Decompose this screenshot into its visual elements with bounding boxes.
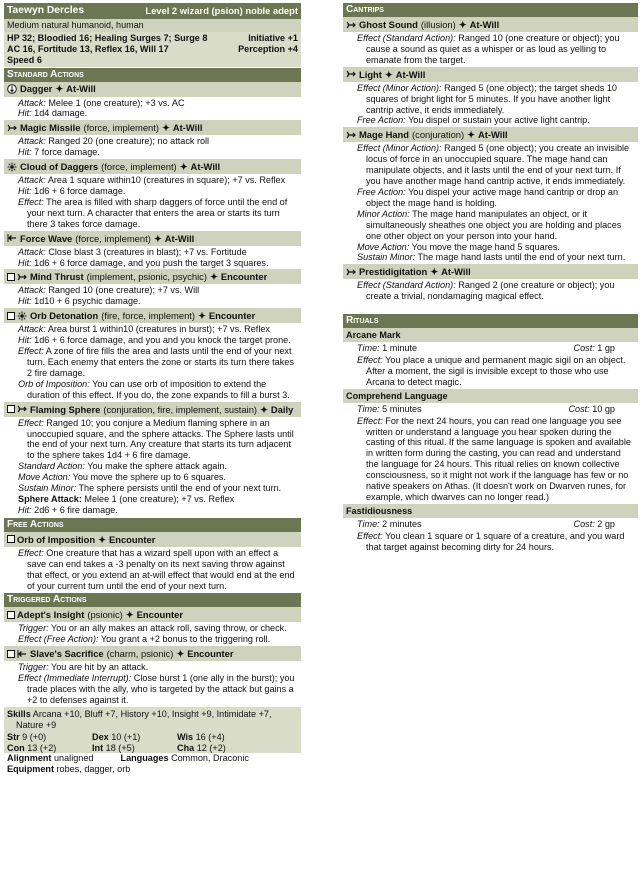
power-usage: Encounter [136, 609, 183, 621]
skills-value: Arcana +10, Bluff +7, History +10, Insight +9, Intimidate +7, Nature +9 [16, 708, 272, 730]
alignment-value: unaligned [54, 753, 94, 764]
power-line-label: Attack: [18, 175, 46, 186]
power-line [18, 258, 298, 269]
power-name: Slave's Sacrifice [30, 648, 104, 660]
core-stats [4, 32, 301, 67]
stat-block-title-bar [4, 3, 301, 19]
ability-score [92, 743, 177, 754]
ability-value: 10 (+1) [108, 731, 141, 742]
ranged-icon [346, 130, 356, 140]
power-name: Force Wave [20, 232, 73, 244]
power-usage: Encounter [208, 310, 256, 322]
power-line-text: Melee 1 (one creature); +7 vs. Reflex [81, 493, 235, 504]
right-column [343, 3, 638, 554]
ability-name: Str [7, 731, 20, 742]
power-header [4, 269, 301, 284]
ritual-cost: Cost: 2 gp [573, 518, 615, 529]
encounter-box-icon [7, 312, 15, 320]
power-keywords: (psionic) [87, 609, 123, 621]
power-body [343, 82, 638, 128]
power-header [4, 646, 301, 661]
ranged-icon [17, 272, 27, 282]
close-icon [7, 233, 17, 243]
hp-line: HP 32; Bloodied 16; Healing Surges 7; Surge 8 [7, 32, 208, 43]
encounter-box-icon [7, 273, 15, 281]
power-line-text: The sphere persists until the end of your next turn. [76, 483, 282, 494]
alignment-languages-line [4, 753, 301, 764]
ranged-icon [7, 123, 17, 133]
power-line [18, 483, 298, 494]
alignment-label: Alignment [7, 753, 52, 764]
power-ghost-sound [343, 17, 638, 67]
power-usage: At-Will [441, 266, 471, 278]
power-name: Dagger [20, 83, 53, 95]
power-line [18, 98, 298, 109]
character-level: Level 2 wizard (psion) noble adept [145, 5, 298, 17]
power-line-text: You or an ally makes an attack roll, saving throw, or check. [48, 623, 287, 634]
power-line-label: Effect: [18, 547, 44, 558]
power-line [18, 186, 298, 197]
power-line-text: You can use orb of imposition to extend the duration of this effect. If you do, the zone expands to fill a burst 3. [27, 378, 290, 400]
ability-value: 18 (+5) [103, 742, 135, 753]
power-line [18, 108, 298, 119]
power-keywords: (conjuration) [412, 129, 465, 141]
power-line [357, 242, 635, 253]
power-header [4, 159, 301, 174]
power-line-label: Effect (Standard Action): [357, 33, 456, 43]
power-usage: At-Will [477, 129, 508, 141]
power-line-text: You are hit by an attack. [48, 662, 149, 673]
power-name: Orb Detonation [30, 310, 99, 322]
ritual-cost: Cost: 1 gp [573, 343, 615, 354]
power-usage: Daily [270, 403, 294, 415]
power-body [4, 135, 301, 159]
power-line [18, 505, 298, 516]
power-line [18, 379, 298, 401]
power-line [18, 346, 298, 379]
power-keywords: (force, implement) [75, 232, 151, 244]
power-line-text: You dispel or sustain your active light cantrip. [405, 115, 590, 126]
power-line-label: Hit: [18, 257, 32, 268]
usage-diamond-icon: ✦ [179, 161, 188, 172]
usage-diamond-icon: ✦ [384, 68, 393, 80]
usage-diamond-icon: ✦ [210, 271, 218, 283]
encounter-box-icon [7, 535, 15, 543]
ritual-time-cost [343, 518, 638, 530]
power-body [4, 661, 301, 707]
power-body [343, 142, 638, 264]
ritual-name: Comprehend Language [343, 389, 638, 403]
power-line-label: Minor Action: [357, 208, 410, 219]
power-line-text: The area is filled with sharp daggers of force until the end of your next turn. A character that enters the area or starts its turn there 3 takes force damage. [27, 196, 288, 229]
power-line-text: You move the mage hand 5 squares. [409, 241, 560, 252]
ritual-effect: Effect: For the next 24 hours, you can read one language you see written or understand a language you hear spoken during the casting of this ritual. If the same language is spoken and available in written form during the casting, you can read and understand the language for 24 hours. This ritual relies on known collective consciousness, so it might not work if the language has few or no native speakers on Athas. (It doesn't work on Dwarven runes, for example, which dwarves can no longer read.) [357, 415, 631, 502]
power-line [18, 634, 298, 645]
power-name: Orb of Imposition [17, 533, 96, 545]
power-line-label: Effect: [18, 417, 44, 428]
skills-block [4, 707, 301, 732]
ability-value: 16 (+4) [193, 731, 225, 742]
power-line-label: Hit: [18, 504, 32, 515]
ability-value: 12 (+2) [194, 742, 226, 753]
power-line-label: Effect (Free Action): [18, 634, 99, 645]
ritual-effect: Effect: You clean 1 square or 1 square of a creature, and you ward that target against becoming dirty for 24 hours. [357, 530, 625, 552]
power-line [18, 418, 298, 462]
power-line-text: Ranged 10; you conjure a Medium flaming sphere in an unoccupied square, and the sphere attacks. The Sphere lasts until the end of your next turn. Any creature that starts its turn adjacent to the sphere takes 1d4 + 6 fire damage. [27, 417, 294, 461]
character-name: Taewyn Dercles [7, 4, 85, 16]
usage-diamond-icon: ✦ [260, 403, 268, 415]
power-flaming-sphere [4, 402, 301, 517]
ability-value: 13 (+2) [24, 742, 57, 753]
power-line-text: Area burst 1 within10 (creatures in burst); +7 vs. Reflex [45, 324, 270, 335]
ability-score [92, 732, 177, 743]
power-name: Adept's Insight [17, 609, 85, 621]
power-line-text: Ranged 2 (one creature or object); you create a trivial, nondamaging magical effect. [366, 280, 615, 302]
power-cloud-of-daggers [4, 159, 301, 231]
power-line-text: You move the sphere up to 6 squares. [70, 472, 226, 483]
power-line-label: Effect: [18, 346, 44, 357]
power-line-text: A zone of fire fills the area and lasts until the end of your next turn. Each enemy that enters the zone or starts its turn there takes 2 fire damage. [27, 346, 294, 378]
power-header [343, 127, 638, 142]
section-rituals: Rituals [343, 314, 638, 328]
power-line-label: Orb of Imposition: [18, 378, 90, 389]
power-usage: At-Will [172, 122, 203, 134]
power-line-text: You make the sphere attack again. [84, 461, 227, 472]
power-header [4, 120, 301, 135]
power-mind-thrust [4, 269, 301, 308]
power-usage: Encounter [187, 648, 234, 660]
power-body [4, 547, 301, 593]
power-usage: Encounter [108, 533, 156, 545]
power-line-label: Attack: [18, 97, 46, 108]
power-line [18, 247, 298, 258]
power-keywords: (conjuration, fire, implement, sustain) [103, 403, 258, 415]
power-usage: At-Will [164, 232, 195, 244]
power-line [18, 296, 298, 307]
power-dagger [4, 82, 301, 121]
power-header [4, 402, 301, 417]
power-line-label: Free Action: [357, 186, 406, 197]
power-line-text: Melee 1 (one creature); +3 vs. AC [45, 97, 185, 108]
power-keywords: (charm, psionic) [106, 648, 174, 660]
usage-diamond-icon: ✦ [55, 83, 64, 95]
encounter-box-icon [7, 650, 15, 658]
power-line-text: Area 1 square within10 (creatures in square); +7 vs. Reflex [45, 175, 286, 186]
power-line-label: Free Action: [357, 115, 406, 126]
power-line-label: Standard Action: [18, 461, 85, 472]
power-line [18, 285, 298, 296]
ritual-name: Fastidiousness [343, 504, 638, 518]
power-line-text: 2d6 + 6 fire damage. [31, 504, 118, 515]
ritual-time-cost [343, 403, 638, 415]
ability-score [177, 743, 287, 754]
power-usage: Encounter [220, 271, 268, 283]
power-line-label: Trigger: [18, 662, 49, 673]
initiative: Initiative +1 [248, 32, 298, 43]
power-force-wave [4, 231, 301, 270]
ability-name: Dex [92, 731, 109, 742]
languages-label: Languages [120, 753, 169, 764]
usage-diamond-icon: ✦ [458, 18, 467, 30]
ability-name: Int [92, 742, 104, 753]
power-line [357, 280, 635, 302]
ranged-icon [346, 69, 356, 79]
power-line [357, 143, 635, 187]
power-line [18, 461, 298, 472]
power-line [18, 673, 298, 706]
ability-name: Cha [177, 742, 195, 753]
character-type: Medium natural humanoid, human [4, 19, 301, 32]
power-line-label: Move Action: [18, 472, 71, 483]
power-body [4, 622, 301, 646]
power-line [357, 209, 635, 242]
power-orb-detonation [4, 308, 301, 401]
power-header [4, 82, 301, 97]
usage-diamond-icon: ✦ [125, 609, 134, 621]
encounter-box-icon [7, 405, 15, 413]
power-line [18, 335, 298, 346]
power-line-label: Hit: [18, 147, 32, 158]
power-line [357, 33, 635, 66]
power-header [4, 607, 301, 622]
section-free-actions: Free Actions [4, 518, 301, 532]
encounter-box-icon [7, 611, 15, 619]
power-line-text: Ranged 5 (one object); you create an invisible locus of force in an unoccupied square. The mage hand can manipulate objects, and it lasts until the end of your next turn. If you have another mage hand cantrip active, it ends immediately. [366, 143, 630, 187]
ritual-cost: Cost: 10 gp [568, 403, 615, 414]
power-usage: At-Will [469, 18, 500, 30]
power-line-label: Effect: [18, 196, 44, 207]
power-line-label: Attack: [18, 246, 46, 257]
power-line-label: Effect (Standard Action): [357, 280, 456, 291]
power-usage: At-Will [66, 83, 96, 95]
usage-diamond-icon: ✦ [198, 310, 206, 322]
ranged-icon [346, 267, 356, 277]
power-line-label: Sphere Attack: [18, 493, 82, 504]
power-line-text: Ranged 10 (one creature); +7 vs. Will [45, 285, 200, 296]
ability-name: Wis [177, 731, 194, 742]
power-line [18, 324, 298, 335]
defenses-line: AC 16, Fortitude 13, Reflex 16, Will 17 [7, 43, 169, 54]
power-body [4, 284, 301, 308]
power-body [4, 174, 301, 231]
ritual-name: Arcane Mark [343, 328, 638, 342]
ability-score [7, 732, 92, 743]
power-line [18, 147, 298, 158]
section-cantrips: Cantrips [343, 3, 638, 17]
power-name: Flaming Sphere [30, 403, 101, 415]
power-line-text: One creature that has a wizard spell upon with an effect a save can end takes a -3 penalty on its next saving throw against that effect, or you extend an at-will effect that would end at the end of your current turn until the end of your next turn. [27, 547, 295, 591]
power-body [343, 32, 638, 67]
close-icon [17, 649, 27, 659]
section-triggered-actions: Triggered Actions [4, 593, 301, 607]
ritual-time: Time: 1 minute [357, 343, 418, 354]
power-line [18, 175, 298, 186]
power-line-label: Attack: [18, 285, 46, 296]
power-line-label: Sustain Minor: [18, 483, 77, 494]
power-line-text: 1d6 + 6 force damage, and you push the target 3 squares. [31, 257, 269, 268]
power-header [343, 264, 638, 279]
equipment-label: Equipment [7, 764, 54, 775]
power-mage-hand [343, 127, 638, 264]
skills-label: Skills [7, 708, 31, 719]
power-line-label: Attack: [18, 324, 46, 335]
ritual-time: Time: 2 minutes [357, 518, 422, 529]
perception: Perception +4 [238, 43, 298, 54]
power-header [4, 231, 301, 246]
power-line-text: Ranged 10 (one creature or object); you cause a sound as quiet as a whisper or as loud as yelling to emanate from the target. [366, 33, 620, 65]
power-line [18, 494, 298, 505]
power-line-label: Move Action: [357, 241, 410, 252]
power-usage: At-Will [395, 68, 426, 80]
power-line-text: Ranged 20 (one creature); no attack roll [45, 136, 210, 147]
power-name: Mage Hand [359, 129, 410, 141]
usage-diamond-icon: ✦ [467, 129, 475, 141]
power-line [357, 83, 635, 116]
power-line-label: Effect (Minor Action): [357, 143, 442, 154]
equipment-line [4, 764, 301, 775]
usage-diamond-icon: ✦ [98, 533, 106, 545]
power-line-label: Hit: [18, 335, 32, 346]
power-line-label: Trigger: [18, 623, 49, 634]
power-line-label: Attack: [18, 136, 46, 147]
ranged-icon [346, 20, 356, 30]
power-header [343, 67, 638, 82]
ritual-time: Time: 5 minutes [357, 403, 422, 414]
power-line [357, 115, 635, 126]
speed: Speed 6 [7, 54, 42, 65]
power-line-text: 1d6 + 6 force damage. [31, 186, 126, 197]
power-light [343, 67, 638, 128]
languages-value: Common, Draconic [171, 753, 249, 764]
power-line-text: 7 force damage. [31, 147, 100, 158]
power-keywords: (implement, psionic, psychic) [86, 271, 207, 283]
power-adepts-insight [4, 607, 301, 646]
ability-value: 9 (+0) [19, 731, 47, 742]
ranged-icon [17, 404, 27, 414]
power-prestidigitation [343, 264, 638, 303]
power-line-label: Hit: [18, 186, 32, 197]
power-line-text: Close burst 1 (one ally in the burst); you trade places with the ally, who is targeted by the attack but gains a +2 to defenses against it. [27, 673, 295, 705]
usage-diamond-icon: ✦ [153, 232, 162, 244]
power-slaves-sacrifice [4, 646, 301, 707]
power-line-label: Effect (Minor Action): [357, 82, 442, 93]
power-body [4, 246, 301, 270]
left-column [4, 3, 301, 775]
power-line [18, 136, 298, 147]
ability-scores [4, 732, 301, 754]
power-body [4, 323, 301, 401]
power-body [343, 279, 638, 303]
power-header [343, 17, 638, 32]
power-line [18, 197, 298, 230]
ritual-effect: Effect: You place a unique and permanent magic sigil on an object. After a moment, the sigil is invisible except to those who use Arcana to detect magic. [357, 355, 626, 387]
power-name: Ghost Sound [359, 18, 418, 30]
power-line [18, 662, 298, 673]
power-line-text: Close blast 3 (creatures in blast); +7 vs. Fortitude [45, 246, 247, 257]
usage-diamond-icon: ✦ [430, 266, 439, 278]
power-line-text: Ranged 5 (one object); the target sheds 10 squares of bright light for 5 minutes. If you have another light cantrip active, it ends immediately. [366, 82, 617, 115]
power-header [4, 308, 301, 323]
usage-diamond-icon: ✦ [176, 648, 185, 660]
rituals-list [343, 328, 638, 554]
power-usage: At-Will [190, 161, 221, 172]
power-name: Mind Thrust [30, 271, 84, 283]
power-name: Prestidigitation [359, 266, 428, 278]
power-line-text: You grant a +2 bonus to the triggering roll. [98, 634, 271, 645]
power-name: Cloud of Daggers [20, 161, 99, 172]
ability-score [177, 732, 287, 743]
power-line-text: The mage hand lasts until the end of your next turn. [415, 252, 626, 263]
power-orb-of-imposition [4, 532, 301, 593]
power-keywords: (fire, force, implement) [101, 310, 196, 322]
power-line [18, 623, 298, 634]
area-icon [17, 311, 27, 321]
power-line-label: Hit: [18, 296, 32, 307]
power-magic-missile [4, 120, 301, 159]
power-line-label: Sustain Minor: [357, 252, 416, 263]
power-name: Light [359, 68, 382, 80]
usage-diamond-icon: ✦ [162, 122, 170, 134]
power-line [18, 548, 298, 592]
ability-score [7, 743, 92, 754]
power-line [357, 187, 635, 209]
equipment-value: robes, dagger, orb [56, 764, 131, 775]
power-line-text: The mage hand manipulates an object, or it simultaneously sheathes one object you are holding and places one other object on your person into your hand. [366, 208, 622, 241]
melee-basic-icon [7, 84, 17, 94]
power-name: Magic Missile [20, 122, 81, 134]
power-header [4, 532, 301, 547]
power-keywords: (illusion) [420, 18, 456, 30]
power-keywords: (force, implement) [101, 161, 177, 172]
power-body [4, 97, 301, 121]
power-line-label: Effect (Immediate Interrupt): [18, 673, 132, 684]
ritual-time-cost [343, 342, 638, 354]
ability-name: Con [7, 742, 25, 753]
power-line [18, 472, 298, 483]
power-line-label: Hit: [18, 108, 32, 119]
power-line-text: You dispel your active mage hand cantrip or drop an object the mage hand is holding. [366, 186, 619, 208]
power-keywords: (force, implement) [83, 122, 159, 134]
power-line [357, 252, 635, 263]
area-icon [7, 162, 17, 172]
power-line-text: 1d6 + 6 force damage, and you and you knock the target prone. [31, 335, 291, 346]
power-line-text: 1d4 damage. [31, 108, 88, 119]
section-standard-actions: Standard Actions [4, 68, 301, 82]
power-line-text: 1d10 + 6 psychic damage. [31, 296, 141, 307]
power-body [4, 417, 301, 517]
